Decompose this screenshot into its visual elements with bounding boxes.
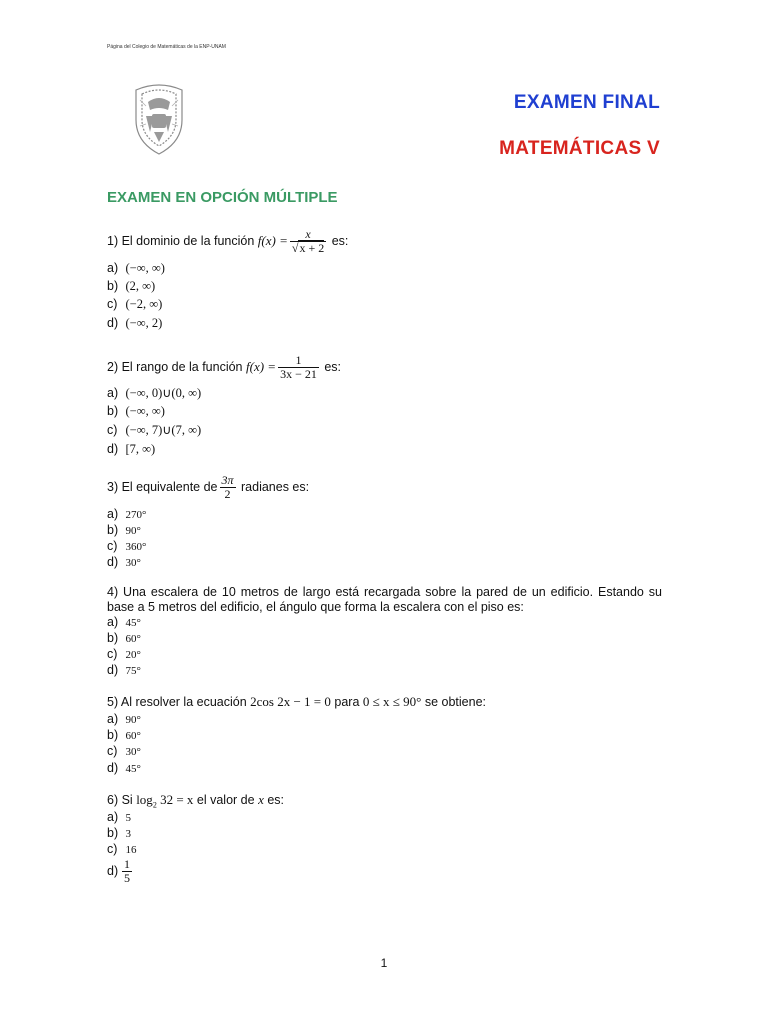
question-5-equation: 2cos 2x − 1 = 0 bbox=[250, 694, 331, 709]
question-6-log bbox=[136, 792, 194, 810]
section-title: EXAMEN EN OPCIÓN MÚLTIPLE bbox=[107, 189, 338, 206]
option-label: a) bbox=[107, 810, 119, 824]
option-label: a) bbox=[107, 507, 119, 521]
option-value: [7, ∞) bbox=[125, 442, 156, 456]
subject-title: MATEMÁTICAS V bbox=[499, 138, 660, 159]
option-label: d) bbox=[107, 555, 119, 569]
option-value: (−∞, 0)∪(0, ∞) bbox=[125, 386, 202, 400]
option-value: (−∞, ∞) bbox=[125, 261, 165, 275]
question-2-prefix: 2) El rango de la función bbox=[107, 359, 243, 374]
question-1-lhs: f(x) = bbox=[257, 232, 288, 248]
option-label: c) bbox=[107, 842, 118, 856]
question-1-fraction bbox=[290, 228, 326, 255]
option-label: b) bbox=[107, 279, 119, 293]
option-1c bbox=[107, 297, 162, 312]
option-label: d) bbox=[107, 442, 119, 456]
option-value: 75° bbox=[125, 665, 141, 677]
question-3-prefix: 3) El equivalente de bbox=[107, 479, 218, 494]
option-4c bbox=[107, 647, 141, 663]
question-6-middle: el valor de bbox=[196, 793, 255, 807]
fraction-denominator: 2 bbox=[220, 487, 236, 501]
log-rest: 32 = x bbox=[156, 792, 194, 807]
log-base: 2 bbox=[152, 800, 157, 810]
option-label: a) bbox=[107, 386, 119, 400]
question-5-prefix: 5) Al resolver la ecuación bbox=[107, 695, 247, 709]
option-label: b) bbox=[107, 728, 119, 742]
option-value: 45° bbox=[125, 763, 141, 775]
question-1 bbox=[107, 228, 662, 255]
option-value: 270° bbox=[125, 509, 147, 521]
option-value: 16 bbox=[125, 844, 137, 856]
log-word: log bbox=[136, 792, 153, 807]
sqrt-radicand: x + 2 bbox=[299, 241, 325, 255]
fraction-denominator: √x + 2 bbox=[291, 241, 325, 255]
question-6 bbox=[107, 792, 662, 813]
option-label: d) bbox=[107, 316, 119, 330]
option-label: a) bbox=[107, 261, 119, 275]
unam-seal-logo bbox=[130, 80, 188, 156]
option-label: b) bbox=[107, 523, 119, 537]
question-2 bbox=[107, 354, 662, 381]
option-2d bbox=[107, 442, 155, 457]
option-value: (2, ∞) bbox=[125, 279, 156, 293]
question-2-suffix: es: bbox=[324, 359, 342, 374]
option-label: c) bbox=[107, 539, 118, 553]
option-6d bbox=[107, 858, 134, 885]
option-value: (−∞, ∞) bbox=[125, 404, 165, 418]
fraction-numerator: 3π bbox=[221, 473, 234, 487]
question-3-fraction bbox=[220, 474, 236, 501]
question-2-lhs: f(x) = bbox=[246, 358, 277, 374]
option-value: 60° bbox=[125, 730, 141, 742]
fraction-numerator: x bbox=[305, 227, 311, 241]
exam-title: EXAMEN FINAL bbox=[513, 92, 660, 113]
fraction-numerator: 1 bbox=[295, 353, 302, 367]
option-4b bbox=[107, 631, 141, 647]
question-4: 4) Una escalera de 10 metros de largo está recargada sobre la pared de un edificio. Estando su base a 5 metros del edificio, el ángulo que forma la escalera con el piso es: bbox=[107, 585, 662, 614]
option-label: b) bbox=[107, 404, 119, 418]
option-4a bbox=[107, 615, 141, 631]
option-value: 20° bbox=[125, 649, 141, 661]
option-1b bbox=[107, 279, 155, 294]
option-value: 30° bbox=[125, 557, 141, 569]
option-label: d) bbox=[107, 663, 119, 677]
option-5b bbox=[107, 728, 141, 744]
option-2b bbox=[107, 404, 165, 419]
option-5a bbox=[107, 712, 141, 728]
option-label: a) bbox=[107, 615, 119, 629]
option-3d bbox=[107, 555, 141, 571]
fraction-numerator: 1 bbox=[124, 857, 130, 871]
option-6c bbox=[107, 842, 136, 858]
page-number: 1 bbox=[380, 956, 388, 970]
question-1-prefix: 1) El dominio de la función bbox=[107, 233, 255, 248]
option-3a bbox=[107, 507, 146, 523]
option-value: (−∞, 7)∪(7, ∞) bbox=[125, 423, 202, 437]
option-value: (−∞, 2) bbox=[125, 316, 163, 330]
option-5c bbox=[107, 744, 141, 760]
option-value: 360° bbox=[125, 541, 147, 553]
option-label: c) bbox=[107, 297, 118, 311]
option-value: 90° bbox=[125, 714, 141, 726]
question-5-suffix: se obtiene: bbox=[424, 695, 487, 709]
question-5-condition: 0 ≤ x ≤ 90° bbox=[362, 694, 422, 709]
question-5 bbox=[107, 694, 662, 710]
option-label: c) bbox=[107, 423, 118, 437]
question-3 bbox=[107, 474, 662, 501]
option-label: c) bbox=[107, 647, 118, 661]
question-6-var: x bbox=[258, 792, 264, 807]
option-1d bbox=[107, 316, 162, 331]
question-3-suffix: radianes es: bbox=[241, 479, 310, 494]
option-1a bbox=[107, 261, 165, 276]
option-value: 5 bbox=[125, 812, 131, 824]
option-value: 90° bbox=[125, 525, 141, 537]
option-value: 60° bbox=[125, 633, 141, 645]
option-2a bbox=[107, 386, 201, 401]
option-value: 45° bbox=[125, 617, 141, 629]
option-value bbox=[122, 858, 132, 885]
option-3c bbox=[107, 539, 146, 555]
option-label: c) bbox=[107, 744, 118, 758]
option-value: 3 bbox=[125, 828, 131, 840]
option-label: d) bbox=[107, 864, 119, 878]
option-6a bbox=[107, 810, 131, 826]
question-6-suffix: es: bbox=[267, 793, 285, 807]
option-label: b) bbox=[107, 826, 119, 840]
option-6b bbox=[107, 826, 131, 842]
question-5-middle: para bbox=[334, 695, 360, 709]
option-4d bbox=[107, 663, 141, 679]
question-6-prefix: 6) Si bbox=[107, 793, 133, 807]
option-label: a) bbox=[107, 712, 119, 726]
option-2c bbox=[107, 423, 201, 438]
fraction-denominator: 5 bbox=[124, 871, 130, 885]
option-5d bbox=[107, 761, 141, 777]
question-2-fraction bbox=[278, 354, 319, 381]
source-note: Página del Colegio de Matemáticas de la ENP-UNAM bbox=[107, 44, 226, 50]
option-value: 30° bbox=[125, 746, 141, 758]
option-value: (−2, ∞) bbox=[125, 297, 163, 311]
option-label: d) bbox=[107, 761, 119, 775]
option-3b bbox=[107, 523, 141, 539]
fraction-denominator: 3x − 21 bbox=[280, 367, 317, 381]
option-label: b) bbox=[107, 631, 119, 645]
question-1-suffix: es: bbox=[331, 233, 349, 248]
